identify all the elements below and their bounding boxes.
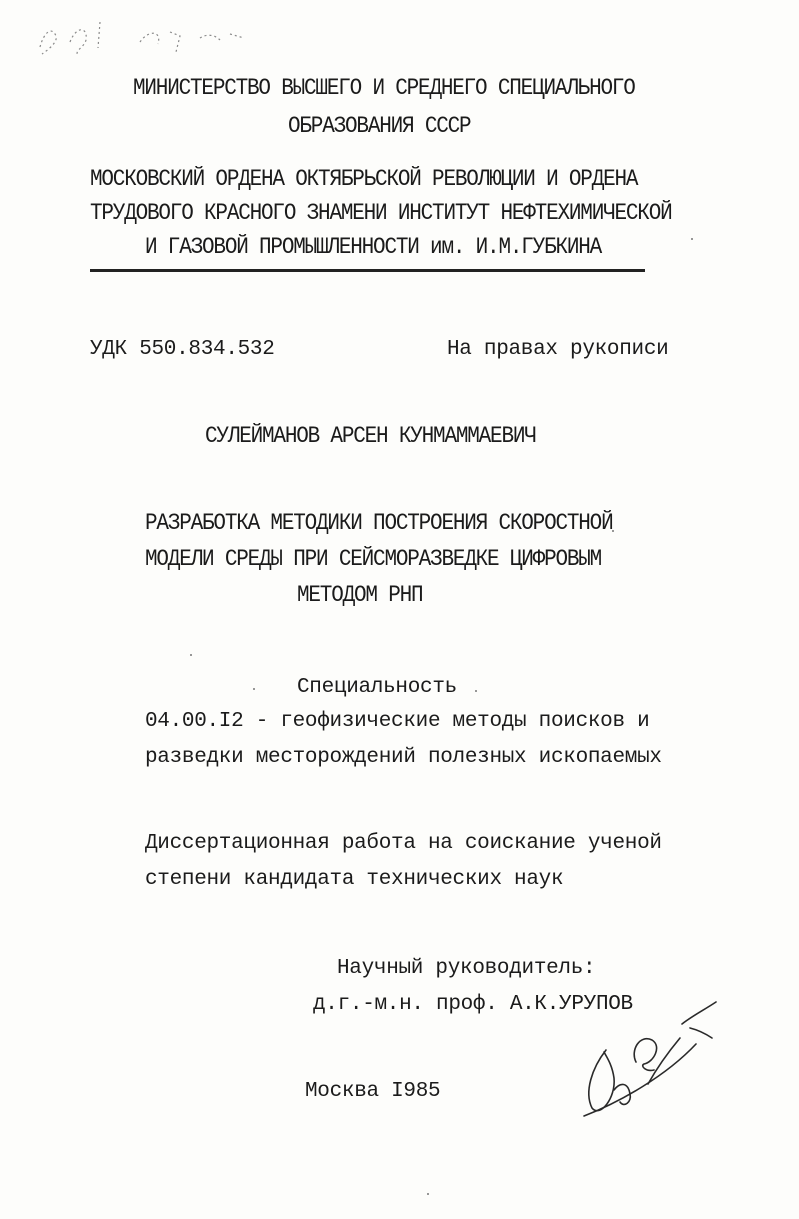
udk-code: УДК 550.834.532: [90, 338, 275, 361]
institute-line-2: ТРУДОВОГО КРАСНОГО ЗНАМЕНИ ИНСТИТУТ НЕФТЕХИМИЧЕСКОЙ: [90, 201, 672, 227]
header-rule: [90, 269, 645, 272]
institute-line-3: И ГАЗОВОЙ ПРОМЫШЛЕННОСТИ им. И.М.ГУБКИНА: [145, 235, 602, 261]
specialty-label: Специальность: [297, 676, 457, 699]
paper-speck: [612, 530, 614, 532]
paper-speck: [253, 688, 255, 690]
corner-pencil-marks: [30, 12, 260, 62]
title-line-2: МОДЕЛИ СРЕДЫ ПРИ СЕЙСМОРАЗВЕДКЕ ЦИФРОВЫМ: [145, 547, 602, 573]
paper-speck: [475, 690, 477, 692]
paper-speck: [190, 654, 192, 656]
rights-notice: На правах рукописи: [447, 338, 669, 361]
degree-line-2: степени кандидата технических наук: [145, 868, 564, 891]
title-line-1: РАЗРАБОТКА МЕТОДИКИ ПОСТРОЕНИЯ СКОРОСТНОЙ: [145, 511, 613, 537]
ministry-line-1: МИНИСТЕРСТВО ВЫСШЕГО И СРЕДНЕГО СПЕЦИАЛЬНОГО: [133, 76, 635, 102]
place-year: Москва I985: [305, 1080, 441, 1103]
title-line-3: МЕТОДОМ РНП: [297, 583, 423, 609]
specialty-line-2: разведки месторождений полезных ископаемых: [145, 746, 662, 769]
degree-line-1: Диссертационная работа на соискание ученой: [145, 832, 662, 855]
paper-speck: [691, 238, 693, 240]
author-name: СУЛЕЙМАНОВ АРСЕН КУНМАММАЕВИЧ: [205, 424, 536, 450]
institute-line-1: МОСКОВСКИЙ ОРДЕНА ОКТЯБРЬСКОЙ РЕВОЛЮЦИИ И ОРДЕНА: [90, 167, 638, 193]
advisor-name: д.г.-м.н. проф. А.К.УРУПОВ: [313, 993, 633, 1016]
specialty-line-1: 04.00.I2 - геофизические методы поисков и: [145, 710, 650, 733]
paper-speck: [427, 1193, 429, 1195]
advisor-label: Научный руководитель:: [337, 957, 596, 980]
advisor-signature: [570, 990, 730, 1125]
ministry-line-2: ОБРАЗОВАНИЯ СССР: [288, 114, 471, 140]
